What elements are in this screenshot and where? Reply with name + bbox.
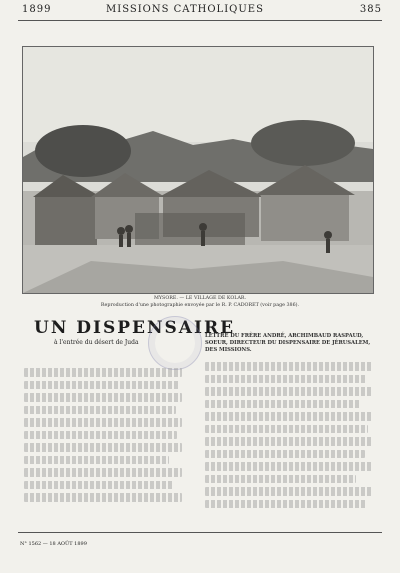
header-year: 1899 bbox=[22, 4, 52, 15]
article-title: UN DISPENSAIRE bbox=[34, 318, 236, 338]
photo-credit: Reproduction d'une photographie envoyée par le R. P. CADORET (voir page 386). bbox=[100, 303, 300, 308]
letter-heading: LETTRE DU FRÈRE ANDRÉ, ARCHIMBAUD RASPAUD, SOEUR, DIRECTEUR DU DISPENSAIRE DE JÉRUSALEM, DES MISSIONS. bbox=[205, 333, 371, 353]
header-rule bbox=[18, 20, 382, 21]
footer-rule bbox=[18, 532, 382, 533]
right-column-text bbox=[205, 333, 373, 523]
article-subtitle: à l'entrée du désert de Juda bbox=[54, 339, 139, 346]
library-stamp bbox=[148, 316, 202, 370]
issue-info: N° 1562 — 18 AOÛT 1899 bbox=[20, 541, 87, 547]
page-footer bbox=[20, 541, 380, 553]
village-photo bbox=[22, 46, 374, 294]
header-title: MISSIONS CATHOLIQUES bbox=[106, 4, 264, 15]
running-header bbox=[16, 4, 384, 18]
left-column-text bbox=[24, 368, 182, 516]
page-number: 385 bbox=[359, 4, 382, 15]
photo-caption: MYSORE. — LE VILLAGE DE KOLAR. bbox=[153, 296, 247, 301]
